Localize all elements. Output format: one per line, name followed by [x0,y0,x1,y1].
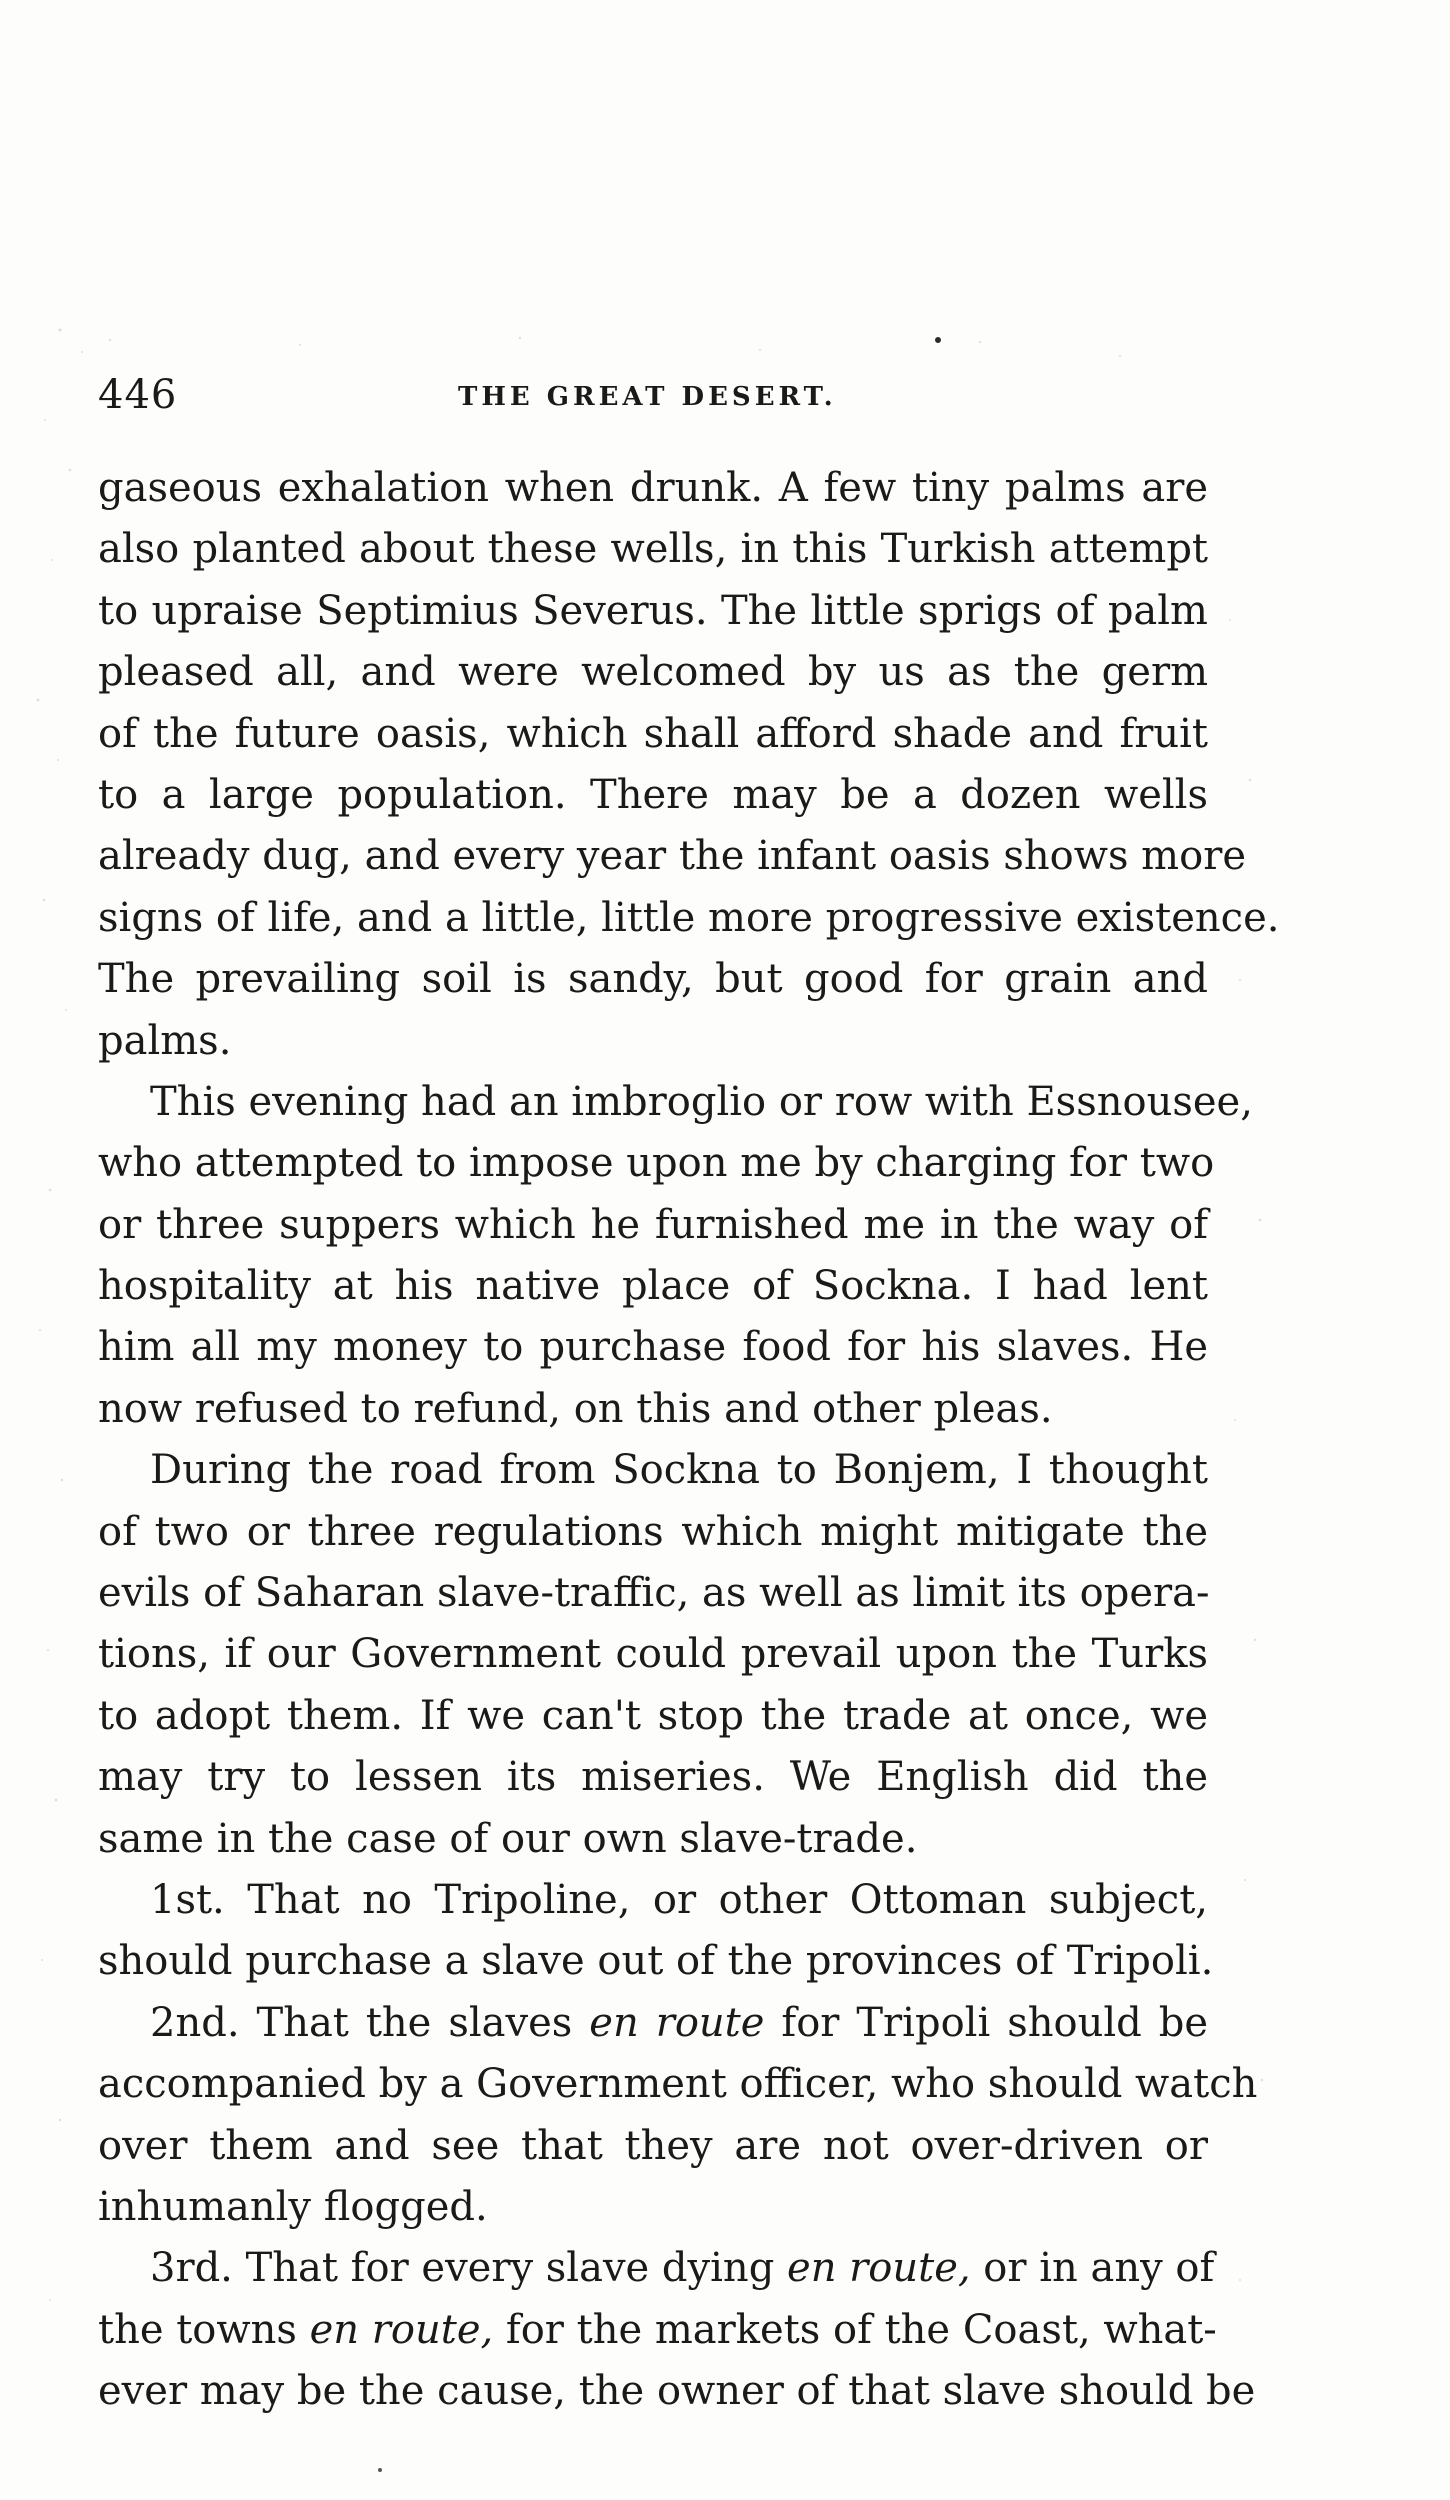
line-text-after: for Tripoli should be [764,1999,1208,2046]
text-line: also planted about these wells, in this Turkish attempt [98,526,1208,573]
text-line: pleased all, and were welcomed by us as the germ [98,649,1208,696]
italic-phrase: en route [589,1999,765,2046]
text-line: him all my money to purchase food for his slaves. He [98,1324,1208,1371]
text-line: now refused to refund, on this and other pleas. [98,1385,1053,1432]
running-title: THE GREAT DESERT. [458,382,837,412]
text-line: or three suppers which he furnished me in the way of [98,1201,1208,1248]
text-line: of the future oasis, which shall afford shade and fruit [98,710,1208,757]
text-line: may try to lessen its miseries. We English did the [98,1754,1208,1801]
text-line: accompanied by a Government officer, who should watch [98,2061,1258,2108]
page-number: 446 [98,372,178,418]
line-text-after: for the markets of the Coast, what- [493,2306,1217,2353]
text-line [98,1993,1208,2054]
page-header [98,372,1198,432]
text-line: tions, if our Government could prevail upon the Turks [98,1631,1208,1678]
line-text-before: the towns [98,2306,310,2353]
text-line: This evening had an imbroglio or row with Essnousee, [150,1078,1253,1125]
text-line: already dug, and every year the infant oasis shows more [98,833,1246,880]
text-line: same in the case of our own slave-trade. [98,1815,918,1862]
text-line [98,2238,1215,2299]
italic-phrase: en route, [309,2306,494,2353]
line-text-before: 3rd. That for every slave dying [150,2245,788,2292]
text-line: signs of life, and a little, little more progressive existence. [98,894,1280,941]
text-line: to upraise Septimius Severus. The little sprigs of palm [98,587,1208,634]
text-line: hospitality at his native place of Sockna. I had lent [98,1263,1208,1310]
text-line: to adopt them. If we can't stop the trade at once, we [98,1692,1208,1739]
text-line: to a large population. There may be a dozen wells [98,771,1208,818]
text-line: of two or three regulations which might mitigate the [98,1508,1208,1555]
text-line: evils of Saharan slave-traffic, as well as limit its opera- [98,1570,1210,1617]
body-text [98,458,1280,2423]
text-line: 1st. That no Tripoline, or other Ottoman subject, [150,1876,1208,1923]
text-line: over them and see that they are not over-driven or [98,2122,1208,2169]
text-line: During the road from Sockna to Bonjem, I thought [150,1447,1208,1494]
text-line: gaseous exhalation when drunk. A few tiny palms are [98,465,1208,511]
text-line: ever may be the cause, the owner of that slave should be [98,2368,1256,2415]
text-line: palms. [98,1017,232,1064]
text-line: inhumanly flogged. [98,2183,488,2230]
text-line: should purchase a slave out of the provinces of Tripoli. [98,1938,1214,1985]
text-line [98,2300,1217,2361]
text-line: who attempted to impose upon me by charging for two [98,1140,1215,1187]
line-text-after: or in any of [970,2245,1215,2292]
text-line: The prevailing soil is sandy, but good for grain and [98,956,1208,1003]
italic-phrase: en route, [787,2245,971,2292]
line-text-before: 2nd. That the slaves [150,1999,590,2046]
